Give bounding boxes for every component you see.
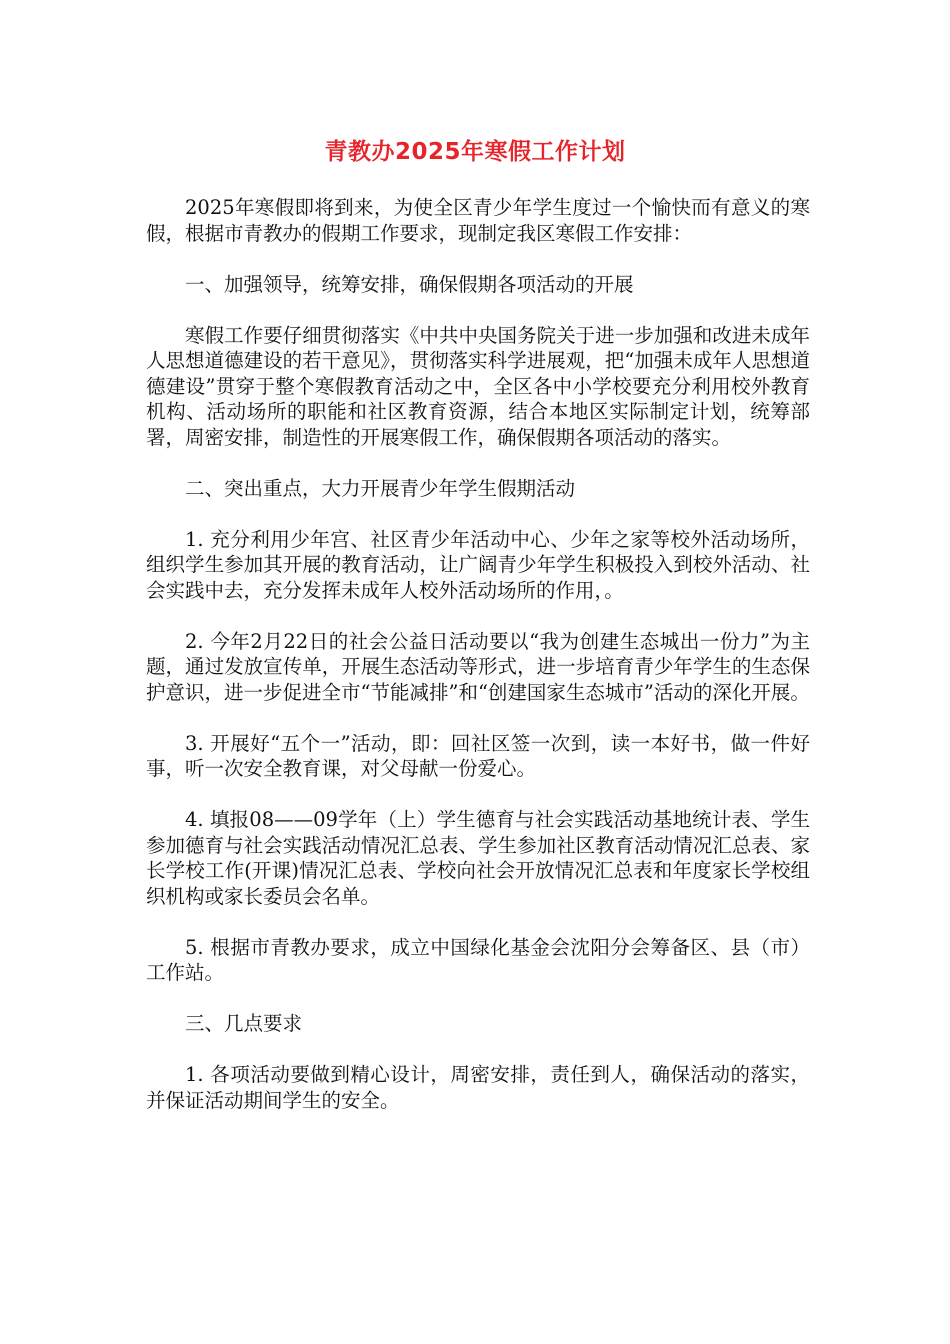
section-2-item-3: 3. 开展好“五个一”活动，即：回社区签一次到，读一本好书，做一件好事，听一次安全教育课，对父母献一份爱心。 bbox=[146, 731, 810, 780]
section-2-item-5: 5. 根据市青教办要求，成立中国绿化基金会沈阳分会筹备区、县（市）工作站。 bbox=[146, 935, 810, 984]
section-1-paragraph: 寒假工作要仔细贯彻落实《中共中央国务院关于进一步加强和改进未成年人思想道德建设的若干意见》，贯彻落实科学进展观，把“加强未成年人思想道德建设”贯穿于整个寒假教育活动之中，全区各中小学校要充分利用校外教育机构、活动场所的职能和社区教育资源，结合本地区实际制定计划，统筹部署，周密安排，制造性的开展寒假工作，确保假期各项活动的落实。 bbox=[146, 323, 810, 449]
section-3-item-1: 1. 各项活动要做到精心设计，周密安排，责任到人，确保活动的落实，并保证活动期间学生的安全。 bbox=[146, 1063, 810, 1112]
section-heading-1: 一、加强领导，统筹安排，确保假期各项活动的开展 bbox=[185, 272, 634, 296]
section-heading-3: 三、几点要求 bbox=[185, 1012, 303, 1035]
section-2-item-4: 4. 填报08——09学年（上）学生德育与社会实践活动基地统计表、学生参加德育与社会实践活动情况汇总表、学生参加社区教育活动情况汇总表、家长学校工作(开课)情况汇总表、学校向社会开放情况汇总表和年度家长学校组织机构或家长委员会名单。 bbox=[146, 808, 810, 908]
section-2-item-1: 1. 充分利用少年宫、社区青少年活动中心、少年之家等校外活动场所，组织学生参加其开展的教育活动，让广阔青少年学生积极投入到校外活动、社会实践中去，充分发挥未成年人校外活动场所的作用，。 bbox=[146, 527, 810, 602]
document-body bbox=[146, 195, 810, 1139]
intro-paragraph: 2025年寒假即将到来，为使全区青少年学生度过一个愉快而有意义的寒假，根据市青教办的假期工作要求，现制定我区寒假工作安排： bbox=[146, 196, 810, 245]
document-title: 青教办2025年寒假工作计划 bbox=[324, 139, 626, 165]
section-heading-2: 二、突出重点，大力开展青少年学生假期活动 bbox=[185, 476, 576, 500]
section-2-item-2: 2. 今年2月22日的社会公益日活动要以“我为创建生态城出一份力”为主题，通过发放宣传单，开展生态活动等形式，进一步培育青少年学生的生态保护意识，进一步促进全市“节能减排”和“创建国家生态城市”活动的深化开展。 bbox=[146, 629, 810, 704]
